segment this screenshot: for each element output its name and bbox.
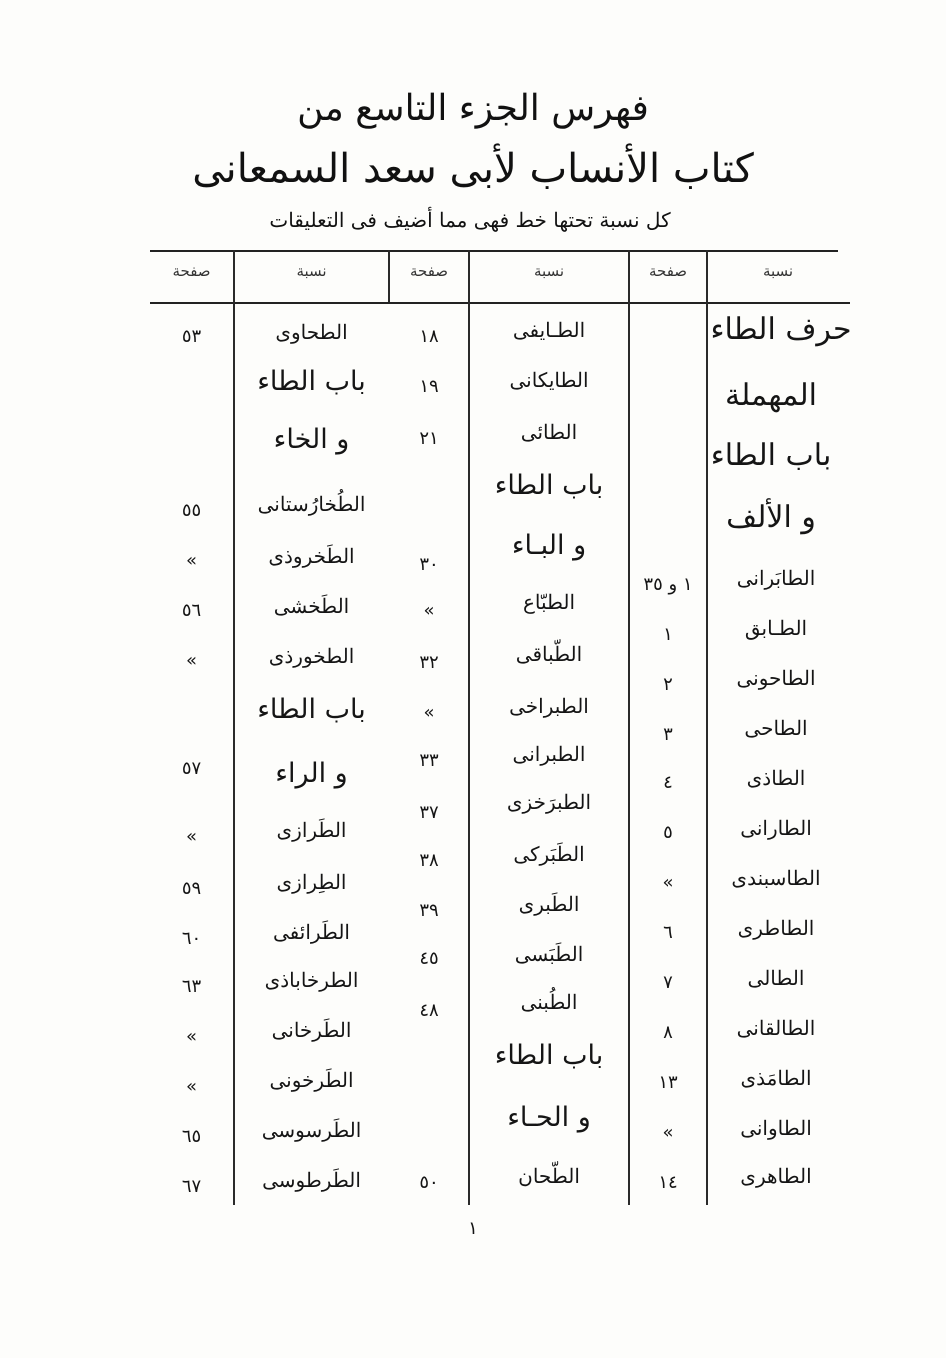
col1-entry-name: الطاوانى (740, 1116, 812, 1140)
col3-entry-name: الطَرازى (276, 818, 347, 842)
col3-entry-name: الطخورذى (268, 644, 355, 668)
col3-entry-page: ٦٥ (181, 1126, 202, 1147)
col3-entry-name: الطحاوى (275, 320, 348, 344)
col2-entry-name: الطبّاع (522, 590, 576, 614)
col1-entry-page: » (662, 1122, 674, 1143)
book-title: كتاب الأنساب لأبى سعد السمعانى (192, 146, 754, 192)
col3-entry-page: » (185, 1076, 197, 1097)
col3-entry-name: الطِرازى (276, 870, 347, 894)
col2-entry-name: الطائى (520, 420, 578, 444)
col1-entry-name: الطالقانى (736, 1016, 816, 1040)
col2-entry-name: الطَبرى (518, 892, 580, 916)
col2-heading: و البـاء (511, 530, 587, 561)
col1-entry-name: الطاذى (746, 766, 806, 790)
col2-entry-page: ١٩ (419, 376, 439, 397)
col3-entry-page: ٥٦ (181, 600, 202, 621)
col2-entry-name: الطبرانى (512, 742, 586, 766)
col1-entry-name: الطارانى (740, 816, 812, 840)
col3-entry-page: » (185, 650, 197, 671)
col1-entry-name: الطابَرانى (736, 566, 816, 590)
col1-entry-page: ١ (663, 624, 673, 645)
col1-entry-name: الطامَذى (740, 1066, 812, 1090)
col3-entry-name: الطَرطوسى (262, 1168, 361, 1192)
col1-entry-name: الطاسبندى (731, 866, 821, 890)
col2-page-header: صفحة (409, 262, 449, 280)
col2-entry-page: » (423, 600, 435, 621)
col1-entry-name: الطاطرى (737, 916, 815, 940)
col1-heading: و الألف (726, 500, 816, 535)
col2-entry-name: الطبرَخزى (506, 790, 592, 814)
col1-entry-page: ١٤ (658, 1172, 678, 1193)
col1-entry-name: الطاحونى (736, 666, 816, 690)
col2-entry-page: ٣٨ (419, 850, 439, 871)
col3-nisba-header: نسبة (296, 262, 327, 280)
col1-entry-name: الطاهرى (740, 1164, 812, 1188)
col3-entry-page: ٦٠ (181, 928, 202, 949)
col2-entry-page: ٣٩ (419, 900, 439, 921)
col3-entry-page: ٥٧ (181, 758, 202, 779)
col1-entry-page: ٣ (663, 724, 673, 745)
table-top-rule (150, 250, 838, 252)
col3-entry-name: الطرخاباذى (264, 968, 359, 992)
col3-heading: باب الطاء (257, 694, 366, 725)
col1-entry-page: ٦ (663, 922, 673, 943)
col1-entry-name: الطالى (747, 966, 805, 990)
col1-entry-page: ٢ (663, 674, 673, 695)
col3-entry-name: الطَرائفى (272, 920, 350, 944)
col3-entry-page: ٦٣ (181, 976, 202, 997)
col2-entry-name: الطايكانى (509, 368, 589, 392)
underline-note: كل نسبة تحتها خط فهى مما أضيف فى التعليقات (269, 208, 671, 232)
col2-entry-page: ٣٣ (419, 750, 439, 771)
col2-entry-name: الطـايفى (512, 318, 586, 342)
col3-entry-page: ٥٩ (181, 878, 202, 899)
col3-entry-name: الطَرسوسى (261, 1118, 362, 1142)
col2-entry-name: الطّحان (518, 1164, 580, 1188)
col1-entry-page: ٥ (663, 822, 673, 843)
col2-entry-page: » (423, 702, 435, 723)
col3-entry-name: الطَخشى (273, 594, 350, 618)
col3-entry-page: » (185, 1026, 197, 1047)
col1-entry-page: ١٣ (658, 1072, 678, 1093)
col2-heading: و الحـاء (507, 1102, 591, 1133)
col3-entry-name: الطَخروذى (268, 544, 355, 568)
col3-entry-page: ٥٣ (181, 326, 202, 347)
col1-heading: حرف الطاء (710, 312, 852, 347)
col1-entry-name: الطاحى (744, 716, 808, 740)
col2-entry-name: الطّباقى (515, 642, 583, 666)
col2-entry-page: ٤٥ (419, 948, 439, 969)
col3-entry-name: الطُخارُستانى (257, 492, 366, 516)
header-bottom-rule (150, 302, 850, 304)
col3-entry-page: » (185, 826, 197, 847)
col2-entry-page: ٢١ (419, 428, 439, 449)
col2-entry-name: الطُبنى (520, 990, 578, 1014)
col3-entry-name: الطَرخانى (271, 1018, 352, 1042)
col3-heading: و الخاء (273, 424, 350, 455)
col1-entry-page: ٤ (663, 772, 673, 793)
col1-entry-name: الطـابق (744, 616, 808, 640)
col2-entry-name: الطبراخى (509, 694, 589, 718)
col1-entry-page: » (662, 872, 674, 893)
col3-page-header: صفحة (172, 262, 211, 280)
col2-heading: باب الطاء (494, 1040, 604, 1071)
col1-heading: المهملة (724, 378, 817, 413)
col2-entry-page: ١٨ (419, 326, 439, 347)
col2-entry-page: ٣٢ (419, 652, 439, 673)
col3-entry-name: الطَرخونى (269, 1068, 354, 1092)
col1-nisba-header: نسبة (762, 262, 794, 280)
col3-entry-page: ٦٧ (181, 1176, 202, 1197)
col3-heading: باب الطاء (257, 366, 366, 397)
col2-entry-page: ٣٧ (419, 802, 439, 823)
col2-nisba-header: نسبة (533, 262, 565, 280)
col3-entry-page: » (185, 550, 197, 571)
col3-heading: و الراء (275, 758, 348, 789)
col2-entry-name: الطَبَركى (513, 842, 585, 866)
col2-entry-page: ٥٠ (419, 1172, 439, 1193)
col2-entry-name: الطَبَسى (514, 942, 584, 966)
col3-entry-page: ٥٥ (181, 500, 202, 521)
col1-entry-page: ٧ (663, 972, 673, 993)
col1-entry-page: ١ و ٣٥ (643, 574, 693, 595)
col1-heading: باب الطاء (710, 438, 832, 473)
col2-entry-page: ٣٠ (419, 554, 439, 575)
page-number: ١ (468, 1218, 478, 1239)
col1-entry-page: ٨ (663, 1022, 673, 1043)
col2-heading: باب الطاء (494, 470, 604, 501)
col1-page-header: صفحة (648, 262, 688, 280)
col2-entry-page: ٤٨ (419, 1000, 439, 1021)
index-title: فهرس الجزء التاسع من (297, 88, 649, 129)
